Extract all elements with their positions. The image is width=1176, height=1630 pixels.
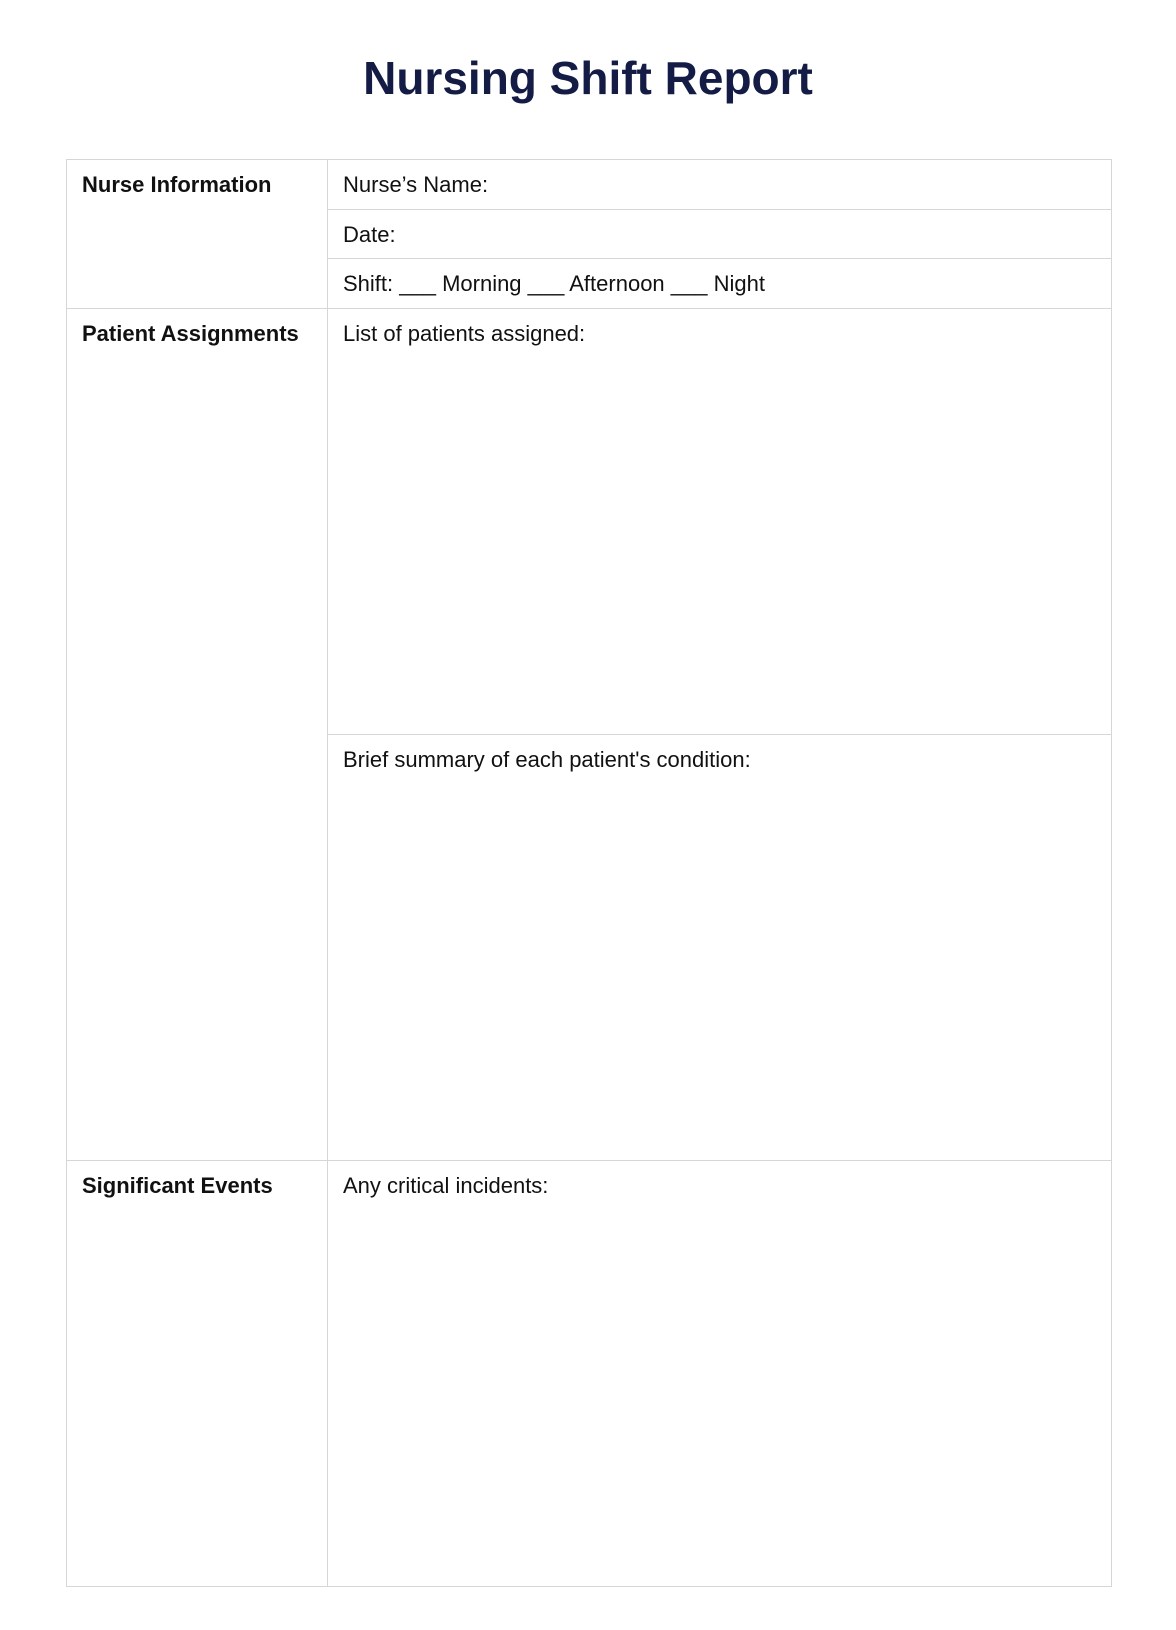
- patient-assignments-label: Patient Assignments: [67, 308, 328, 1160]
- nurse-information-label: Nurse Information: [67, 160, 328, 309]
- shift-field[interactable]: Shift: ___ Morning ___ Afternoon ___ Night: [328, 259, 1112, 309]
- nurse-name-row: [67, 160, 1112, 210]
- critical-incidents-row: [67, 1160, 1112, 1586]
- patients-list-row: [67, 308, 1112, 734]
- significant-events-label: Significant Events: [67, 1160, 328, 1586]
- date-field[interactable]: Date:: [328, 209, 1112, 259]
- patients-list-field[interactable]: List of patients assigned:: [328, 308, 1112, 734]
- critical-incidents-field[interactable]: Any critical incidents:: [328, 1160, 1112, 1586]
- condition-summary-field[interactable]: Brief summary of each patient's condition:: [328, 734, 1112, 1160]
- shift-report-table: [66, 159, 1112, 1587]
- page-title: Nursing Shift Report: [363, 52, 813, 104]
- nurse-name-field[interactable]: Nurse’s Name:: [328, 160, 1112, 210]
